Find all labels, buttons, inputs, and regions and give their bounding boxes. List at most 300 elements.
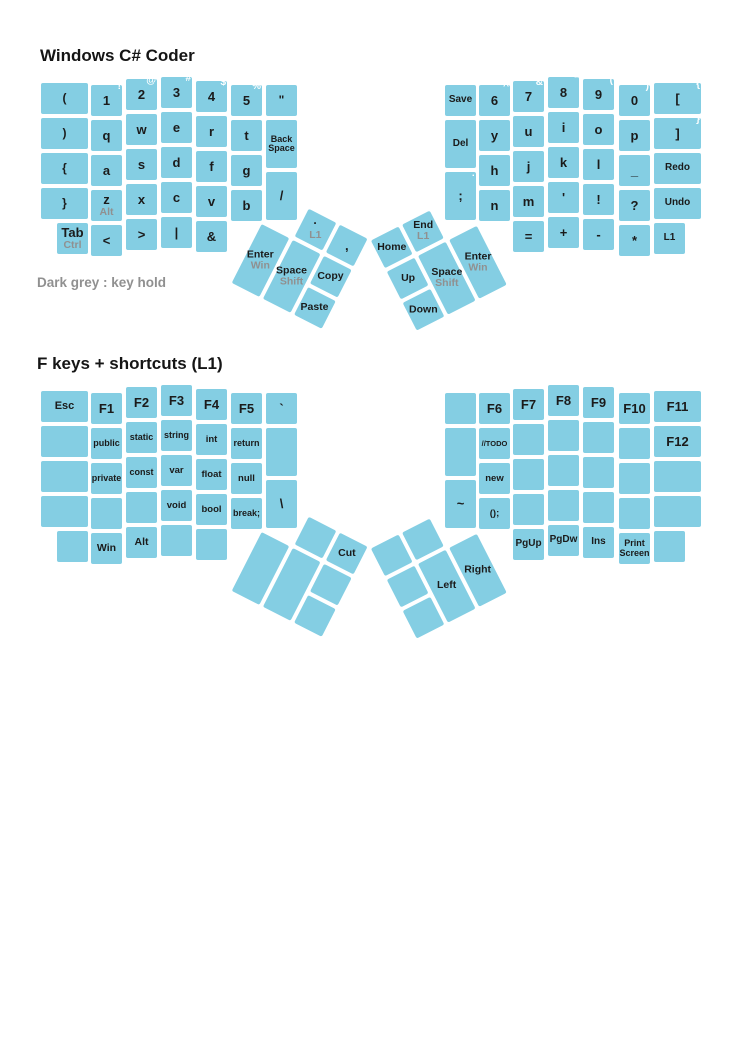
layer1-title: Windows C# Coder	[40, 46, 195, 65]
key-labels	[62, 197, 67, 210]
key-void	[161, 490, 192, 521]
key-labels	[130, 433, 154, 442]
tap-legend: F4	[203, 396, 220, 412]
key-labels	[243, 199, 251, 213]
key-labels	[138, 158, 145, 172]
tap-legend: F2	[133, 394, 150, 410]
key-labels	[491, 129, 498, 143]
key-f5	[231, 393, 262, 424]
tap-legend: 4	[207, 88, 216, 104]
tap-legend: t	[244, 127, 249, 143]
shift-legend: )	[645, 81, 649, 92]
key-r	[196, 116, 227, 147]
tap-legend: s	[137, 156, 146, 172]
key-underscore	[619, 155, 650, 186]
key-alt	[126, 527, 157, 558]
key-labels	[136, 123, 146, 137]
tap-legend: F8	[555, 392, 572, 408]
key-f6	[479, 393, 510, 424]
tap-legend: string	[163, 429, 189, 440]
key-labels	[377, 241, 406, 252]
key-labels	[560, 86, 567, 100]
tap-legend: _	[630, 162, 639, 178]
key-f12	[654, 426, 701, 457]
key-f3	[161, 385, 192, 416]
key-esc	[41, 391, 88, 422]
tap-legend: int	[205, 433, 218, 445]
tap-legend: F6	[486, 400, 503, 416]
key-labels	[675, 127, 679, 141]
key-labels	[665, 198, 691, 209]
key-labels	[485, 474, 503, 484]
tap-legend: 2	[137, 86, 146, 102]
key-labels	[515, 539, 541, 550]
key-6	[479, 81, 510, 116]
key-x	[126, 184, 157, 215]
tap-legend: 8	[559, 84, 568, 100]
key-open-brace	[41, 153, 88, 184]
key-labels	[233, 439, 259, 448]
key-labels	[208, 195, 215, 209]
key-labels	[233, 509, 260, 518]
shift-legend: ^	[503, 81, 509, 92]
tap-legend: Up	[400, 271, 415, 284]
key-double-quote	[266, 85, 297, 116]
key-labels	[300, 302, 328, 313]
hold-legend: Ctrl	[63, 238, 82, 251]
key-labels	[675, 92, 679, 106]
key-labels	[103, 129, 111, 143]
tap-legend: w	[136, 121, 147, 137]
tap-legend: Redo	[665, 162, 690, 174]
tap-legend: Win	[96, 541, 117, 554]
tap-legend: ~	[456, 496, 465, 512]
tap-legend: "	[278, 93, 285, 108]
key-p	[619, 120, 650, 151]
key-labels	[464, 564, 491, 575]
hold-legend: L1	[416, 229, 429, 242]
tap-legend: F1	[98, 400, 115, 416]
key-pgdw	[548, 525, 579, 556]
key-blank	[41, 426, 88, 457]
hold-legend: L1	[308, 228, 322, 241]
key-labels	[527, 160, 531, 174]
shift-legend: {	[696, 79, 700, 90]
key-labels	[243, 164, 251, 178]
key-labels	[317, 271, 343, 282]
key-labels	[63, 92, 67, 105]
key-labels	[169, 466, 183, 476]
key-labels	[238, 474, 255, 484]
key-q	[91, 120, 122, 151]
key-4	[196, 77, 227, 112]
key-labels	[449, 95, 472, 106]
key-tab	[57, 223, 88, 254]
key-e	[161, 112, 192, 143]
key-return	[231, 428, 262, 459]
key-labels	[664, 233, 676, 244]
key-close-bracket	[654, 114, 701, 149]
key-blank	[161, 525, 192, 556]
key-labels	[491, 199, 499, 213]
key-open-bracket	[654, 79, 701, 114]
key-blank	[619, 428, 650, 459]
key-labels	[631, 164, 638, 178]
key-d	[161, 147, 192, 178]
tap-legend: static	[129, 431, 154, 442]
key-k	[548, 147, 579, 178]
key-3	[161, 73, 192, 108]
key-save	[445, 85, 476, 116]
tap-legend: a	[102, 162, 111, 178]
key-labels	[631, 94, 638, 108]
tap-legend: Save	[448, 94, 473, 106]
tap-legend: ,	[344, 237, 349, 253]
key-labels	[173, 121, 180, 135]
tap-legend: Home	[376, 240, 406, 253]
hold-legend: Shift	[279, 274, 303, 287]
key-blank	[619, 463, 650, 494]
tap-legend: }	[62, 196, 67, 211]
tap-legend: Print Screen	[619, 538, 650, 558]
key-labels	[560, 226, 568, 240]
key-s	[126, 149, 157, 180]
key-greater-than	[126, 219, 157, 250]
tap-legend: 9	[594, 86, 603, 102]
key-close-brace	[41, 188, 88, 219]
tap-legend: bool	[201, 503, 222, 515]
key-h	[479, 155, 510, 186]
key-labels	[550, 535, 578, 546]
key-null	[231, 463, 262, 494]
tap-legend: f	[209, 158, 214, 174]
tap-legend: 6	[490, 92, 499, 108]
key-i	[548, 112, 579, 143]
shift-legend: $	[220, 77, 226, 88]
tap-legend: o	[594, 121, 603, 137]
key-f4	[196, 389, 227, 420]
key-asterisk	[619, 225, 650, 256]
tap-legend: h	[490, 162, 499, 178]
key-labels	[279, 94, 285, 107]
key-labels	[523, 195, 535, 209]
tap-legend: ·	[313, 216, 318, 231]
key-f11	[654, 391, 701, 422]
key-labels	[597, 158, 601, 172]
key-ins	[583, 527, 614, 558]
tap-legend: e	[172, 119, 181, 135]
key-f7	[513, 389, 544, 420]
key-equals	[513, 221, 544, 252]
key-todo-comment	[479, 428, 510, 459]
tap-legend: z	[103, 191, 110, 207]
key-labels	[560, 156, 567, 170]
key-labels	[243, 94, 250, 108]
tap-legend: =	[524, 228, 533, 244]
key-blank	[445, 393, 476, 424]
key-blank	[91, 498, 122, 529]
tap-legend: `	[279, 400, 284, 416]
key-labels	[173, 191, 180, 205]
tap-legend: Enter	[246, 247, 274, 260]
key-open-paren	[41, 83, 88, 114]
key-labels	[61, 226, 83, 251]
key-labels	[169, 394, 184, 408]
key-plus	[548, 217, 579, 248]
key-labels	[619, 539, 650, 558]
hold-note: Dark grey : key hold	[37, 275, 167, 290]
tap-legend: !	[596, 191, 601, 207]
key-labels	[595, 123, 603, 137]
key-8	[548, 73, 579, 108]
key-blank	[41, 461, 88, 492]
tap-legend: {	[62, 161, 67, 176]
key-labels	[266, 135, 297, 154]
key-labels	[63, 127, 67, 140]
tap-legend: F9	[590, 394, 607, 410]
key-f2	[126, 387, 157, 418]
key-print-screen	[619, 533, 650, 564]
key-string	[161, 420, 192, 451]
key-backspace	[266, 120, 297, 168]
key-z	[91, 190, 122, 221]
tap-legend: j	[526, 158, 531, 174]
key-m	[513, 186, 544, 217]
key-labels	[525, 230, 533, 244]
tap-legend: m	[522, 193, 535, 209]
shift-legend: :	[471, 168, 475, 179]
key-labels	[97, 543, 116, 554]
key-labels	[201, 470, 221, 480]
key-labels	[55, 401, 75, 413]
tap-legend: |	[174, 224, 179, 240]
tap-legend: PgDw	[549, 534, 578, 546]
tap-legend: Ins	[591, 536, 606, 548]
key-labels	[482, 440, 508, 448]
tap-legend: Back Space	[268, 133, 295, 153]
shift-legend: &	[535, 77, 543, 88]
tap-legend: v	[207, 193, 216, 209]
key-labels	[596, 228, 600, 242]
tap-legend: ;	[458, 188, 463, 204]
tap-legend: F5	[238, 400, 255, 416]
key-private	[91, 463, 122, 494]
key-blank	[126, 492, 157, 523]
tap-legend: L1	[663, 232, 676, 244]
tap-legend: Esc	[54, 399, 75, 412]
tap-legend: PgUp	[515, 538, 542, 550]
key-labels	[276, 265, 307, 288]
key-labels	[595, 88, 602, 102]
key-labels	[623, 402, 645, 416]
key-labels	[525, 125, 533, 139]
tap-legend: var	[169, 464, 184, 476]
key-labels	[167, 501, 187, 511]
key-v	[196, 186, 227, 217]
key-labels	[207, 230, 216, 244]
key-labels	[491, 164, 499, 178]
key-labels	[103, 94, 110, 108]
key-f1	[91, 393, 122, 424]
tap-legend: b	[242, 197, 251, 213]
key-f10	[619, 393, 650, 424]
tap-legend: const	[129, 466, 154, 477]
tap-legend: F7	[520, 396, 537, 412]
key-static	[126, 422, 157, 453]
key-labels	[173, 156, 181, 170]
key-a	[91, 155, 122, 186]
tap-legend: ?	[630, 197, 639, 213]
key-blank	[266, 428, 297, 476]
tap-legend: x	[137, 191, 146, 207]
key-u	[513, 116, 544, 147]
key-new	[479, 463, 510, 494]
shift-legend: (	[609, 75, 613, 86]
key-layer1-toggle	[654, 223, 685, 254]
tap-legend: '	[561, 189, 566, 205]
hold-legend: Win	[250, 258, 270, 271]
tap-legend: u	[524, 123, 533, 139]
key-labels	[208, 90, 215, 104]
key-labels	[206, 435, 218, 445]
key-labels	[409, 304, 438, 315]
key-l	[583, 149, 614, 180]
tap-legend: -	[596, 226, 601, 242]
key-blank	[548, 420, 579, 451]
key-labels	[164, 431, 189, 440]
key-labels	[99, 402, 114, 416]
tap-legend: Copy	[317, 269, 344, 282]
tap-legend: Paste	[300, 300, 329, 313]
key-labels	[279, 402, 283, 416]
key-minus	[583, 219, 614, 250]
tap-legend: )	[62, 126, 67, 141]
key-labels	[309, 217, 321, 241]
tap-legend: private	[91, 472, 122, 483]
key-blank	[513, 424, 544, 455]
tap-legend: c	[172, 189, 181, 205]
tap-legend: ();	[489, 507, 500, 519]
tap-legend: <	[102, 232, 111, 248]
hold-legend: Win	[467, 260, 488, 273]
key-labels	[431, 266, 462, 289]
tap-legend: public	[93, 437, 120, 448]
key-blank	[654, 496, 701, 527]
key-int	[196, 424, 227, 455]
tap-legend: p	[630, 127, 639, 143]
tap-legend: r	[208, 123, 215, 139]
key-f	[196, 151, 227, 182]
key-labels	[173, 86, 180, 100]
key-backtick	[266, 393, 297, 424]
key-apostrophe	[548, 182, 579, 213]
tap-legend: Del	[452, 137, 469, 149]
tap-legend: Cut	[337, 546, 355, 559]
key-f8	[548, 385, 579, 416]
tap-legend: return	[233, 437, 260, 448]
key-labels	[204, 398, 219, 412]
shift-legend: }	[696, 114, 700, 125]
key-labels	[632, 234, 637, 248]
key-blank	[654, 531, 685, 562]
tap-legend: //TODO	[481, 438, 508, 448]
key-blank	[445, 428, 476, 476]
tap-legend: n	[490, 197, 499, 213]
key-labels	[337, 547, 355, 558]
key-blank	[654, 461, 701, 492]
key-labels	[175, 226, 179, 240]
key-f9	[583, 387, 614, 418]
key-n	[479, 190, 510, 221]
tap-legend: F12	[666, 433, 689, 449]
key-labels	[134, 396, 149, 410]
hold-legend: Alt	[99, 205, 114, 218]
tap-legend: new	[485, 472, 504, 484]
tap-legend: Down	[408, 302, 438, 315]
key-labels	[239, 402, 254, 416]
key-labels	[491, 94, 498, 108]
tap-legend: Space	[275, 263, 307, 276]
key-ampersand	[196, 221, 227, 252]
key-blank	[513, 459, 544, 490]
key-public	[91, 428, 122, 459]
shift-legend: #	[185, 73, 191, 84]
key-labels	[666, 435, 688, 449]
key-j	[513, 151, 544, 182]
key-labels	[453, 139, 469, 150]
shift-legend: %	[252, 81, 261, 92]
tap-legend: F11	[666, 398, 689, 414]
key-blank	[583, 492, 614, 523]
tap-legend: (	[62, 91, 67, 106]
key-2	[126, 75, 157, 110]
key-labels	[591, 537, 605, 548]
key-break-semicolon	[231, 498, 262, 529]
key-labels	[596, 193, 600, 207]
tap-legend: ]	[675, 125, 680, 141]
key-pipe	[161, 217, 192, 248]
tap-legend: 1	[102, 92, 111, 108]
key-win	[91, 533, 122, 564]
key-redo	[654, 153, 701, 184]
tap-legend: /	[279, 188, 284, 204]
tap-legend: +	[559, 224, 568, 240]
key-labels	[138, 193, 145, 207]
key-labels	[135, 537, 149, 548]
key-blank	[583, 457, 614, 488]
key-question-mark	[619, 190, 650, 221]
key-1	[91, 81, 122, 116]
tap-legend: >	[137, 226, 146, 242]
key-7	[513, 77, 544, 112]
key-c	[161, 182, 192, 213]
tap-legend: Left	[436, 579, 456, 592]
key-blank	[619, 498, 650, 529]
tap-legend: F3	[168, 392, 185, 408]
key-labels	[412, 220, 432, 243]
tap-legend: Tab	[61, 224, 84, 240]
key-w	[126, 114, 157, 145]
key-labels	[631, 129, 639, 143]
key-5	[231, 81, 262, 116]
key-labels	[490, 509, 500, 519]
key-labels	[138, 228, 146, 242]
tap-legend: End	[412, 218, 433, 231]
tap-legend: *	[631, 232, 638, 248]
key-labels	[521, 398, 536, 412]
key-blank	[196, 529, 227, 560]
key-parens-semicolon	[479, 498, 510, 529]
